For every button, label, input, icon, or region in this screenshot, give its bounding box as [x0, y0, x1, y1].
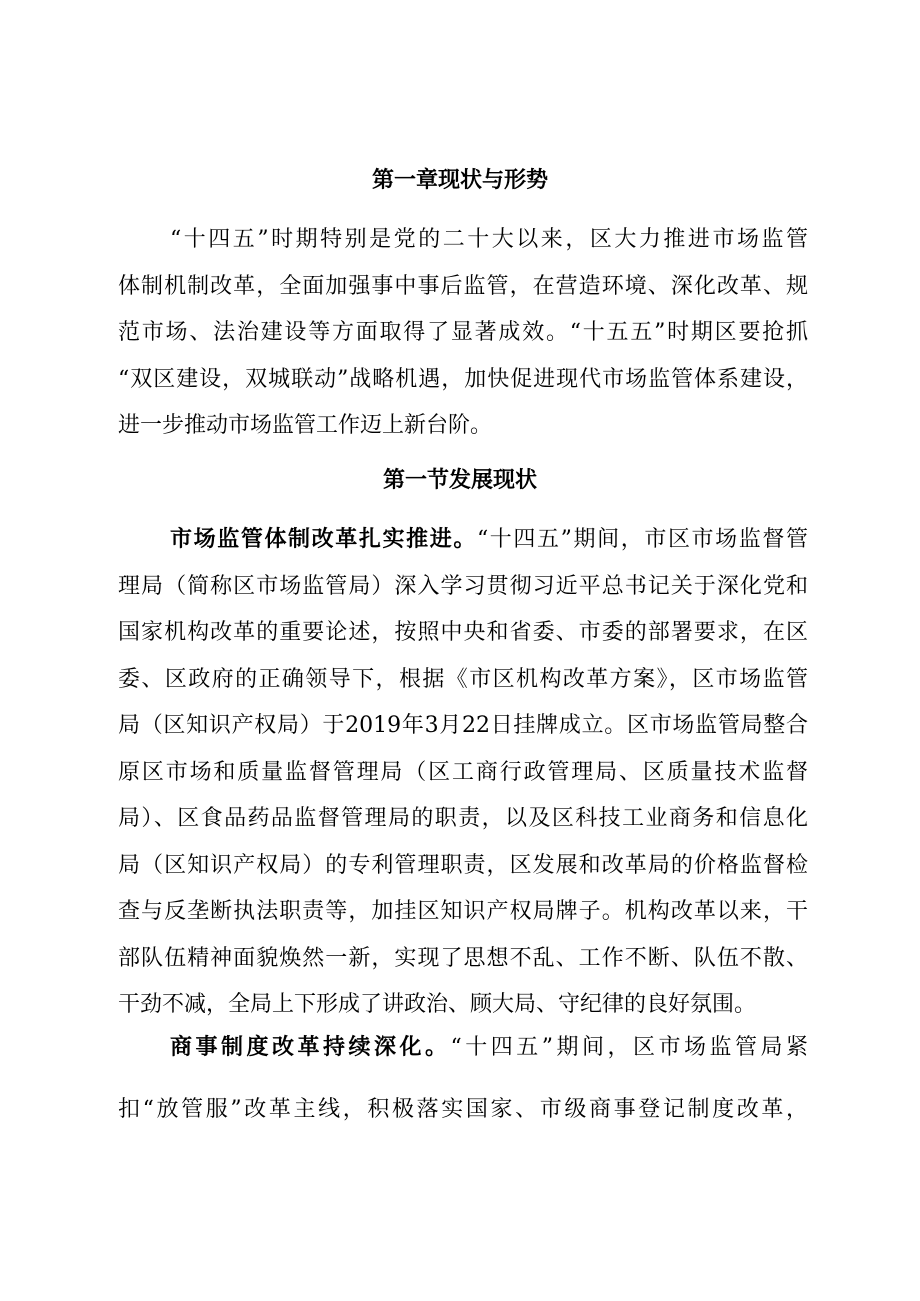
section1-line: 干劲不减，全局上下形成了讲政治、顾大局、守纪律的良好氛围。 [118, 992, 757, 1017]
section2-line: 扣“放管服”改革主线，积极落实国家、市级商事登记制度改革， [118, 1097, 808, 1122]
section1-line: 委、区政府的正确领导下，根据《市区机构改革方案》，区市场监管 [118, 666, 808, 692]
section-title: 第一节发展现状 [382, 468, 537, 493]
section2-lead: 商事制度改革持续深化。 [170, 1035, 451, 1060]
intro-paragraph [118, 217, 808, 450]
intro-line: 范市场、法治建设等方面取得了显著成效。“十五五”时期区要抢抓 [118, 320, 808, 345]
section1-line: 原区市场和质量监督管理局（区工商行政管理局、区质量技术监督 [118, 759, 808, 785]
section1-line: 理局（简称区市场监管局）深入学习贯彻习近平总书记关于深化党和 [118, 573, 808, 599]
section1-line: 局（区知识产权局）的专利管理职责，区发展和改革局的价格监督检 [118, 852, 808, 878]
section1-line: 查与反垄断执法职责等，加挂区知识产权局牌子。机构改革以来，干 [118, 899, 808, 924]
section1-line: 国家机构改革的重要论述，按照中央和省委、市委的部署要求，在区 [118, 620, 808, 645]
section1-first-line [118, 517, 808, 564]
section1-paragraph [118, 517, 808, 1029]
intro-line: 进一步推动市场监管工作迈上新台阶。 [118, 413, 493, 438]
section1-line: 局）、区食品药品监督管理局的职责，以及区科技工业商务和信息化 [118, 806, 808, 831]
intro-line: “十四五”时期特别是党的二十大以来，区大力推进市场监管 [170, 227, 808, 252]
chapter-title: 第一章现状与形势 [371, 168, 548, 193]
section1-lead: 市场监管体制改革扎实推进。 [170, 527, 477, 552]
section1-line: 部队伍精神面貌焕然一新，实现了思想不乱、工作不断、队伍不散、 [118, 945, 808, 971]
intro-line: 体制机制改革，全面加强事中事后监管，在营造环境、深化改革、规 [118, 273, 808, 299]
section1-first-line-text: “十四五”期间，市区市场监督管 [476, 527, 808, 552]
section2-paragraph [118, 1023, 808, 1135]
section2-first-line-text: “十四五”期间，区市场监管局紧 [450, 1035, 808, 1060]
section1-line: 局（区知识产权局）于2019年3月22日挂牌成立。区市场监管局整合 [118, 713, 808, 738]
intro-line: “双区建设，双城联动”战略机遇，加快促进现代市场监管体系建设， [118, 366, 808, 392]
section2-first-line [118, 1023, 808, 1073]
